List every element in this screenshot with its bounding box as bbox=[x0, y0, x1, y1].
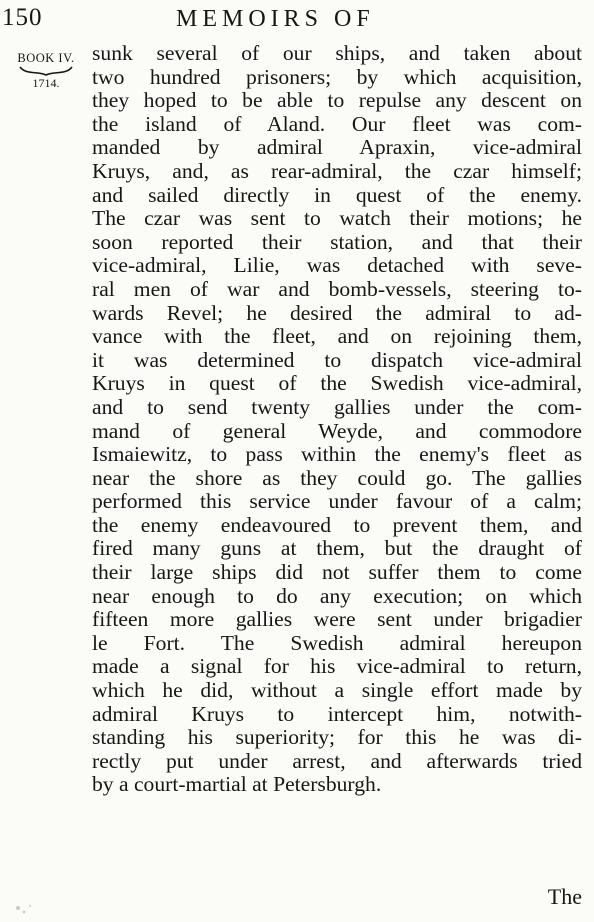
text-line: two hundred prisoners; by which acquisition, bbox=[92, 64, 582, 89]
page-number: 150 bbox=[2, 4, 43, 31]
text-line: the enemy endeavoured to prevent them, and bbox=[92, 512, 582, 537]
margin-year-label: 1714. bbox=[32, 75, 60, 90]
text-line: fired many guns at them, but the draught of bbox=[92, 536, 582, 561]
text-line: by a court-martial at Petersburgh. bbox=[92, 772, 382, 797]
text-line: and sailed directly in quest of the enemy. bbox=[92, 182, 582, 207]
text-line: fifteen more gallies were sent under brigadier bbox=[92, 607, 582, 632]
margin-note bbox=[4, 52, 88, 89]
text-line: Ismaiewitz, to pass within the enemy's fleet as bbox=[92, 442, 582, 467]
text-line: they hoped to be able to repulse any descent on bbox=[92, 88, 582, 113]
text-line: rectly put under arrest, and afterwards tried bbox=[92, 748, 582, 773]
text-line: near the shore as they could go. The gallies bbox=[92, 465, 582, 490]
text-line: admiral Kruys to intercept him, notwith- bbox=[92, 701, 582, 726]
text-line: standing his superiority; for this he was di- bbox=[92, 725, 582, 750]
text-line: wards Revel; he desired the admiral to ad- bbox=[92, 300, 582, 325]
text-line: near enough to do any execution; on which bbox=[92, 583, 582, 608]
text-line: vice-admiral, Lilie, was detached with seve- bbox=[92, 253, 582, 278]
catchword: The bbox=[547, 884, 582, 909]
body-text bbox=[92, 42, 582, 797]
text-line: sunk several of our ships, and taken about bbox=[92, 41, 582, 65]
text-line: manded by admiral Apraxin, vice-admiral bbox=[92, 135, 582, 160]
text-line: soon reported their station, and that their bbox=[92, 229, 582, 254]
text-line: ral men of war and bomb-vessels, steering to- bbox=[92, 276, 582, 301]
text-line: mand of general Weyde, and commodore bbox=[92, 418, 582, 443]
text-line: made a signal for his vice-admiral to return, bbox=[92, 654, 582, 679]
text-line: Kruys in quest of the Swedish vice-admiral, bbox=[92, 371, 582, 396]
text-line: Kruys, and, as rear-admiral, the czar himself; bbox=[92, 158, 582, 183]
text-line: le Fort. The Swedish admiral hereupon bbox=[92, 630, 582, 655]
margin-book-label: BOOK IV. bbox=[17, 51, 75, 65]
text-line: performed this service under favour of a calm; bbox=[92, 489, 582, 514]
text-line: The czar was sent to watch their motions; he bbox=[92, 206, 582, 231]
text-line: and to send twenty gallies under the com- bbox=[92, 394, 582, 419]
text-line: it was determined to dispatch vice-admiral bbox=[92, 347, 582, 372]
text-line: their large ships did not suffer them to come bbox=[92, 560, 582, 585]
running-head: MEMOIRS OF bbox=[176, 6, 375, 32]
brace-icon bbox=[18, 65, 74, 77]
text-line: vance with the fleet, and on rejoining them, bbox=[92, 324, 582, 349]
paper-specks bbox=[0, 890, 60, 920]
text-line: which he did, without a single effort made by bbox=[92, 678, 582, 703]
text-line: the island of Aland. Our fleet was com- bbox=[92, 111, 582, 136]
